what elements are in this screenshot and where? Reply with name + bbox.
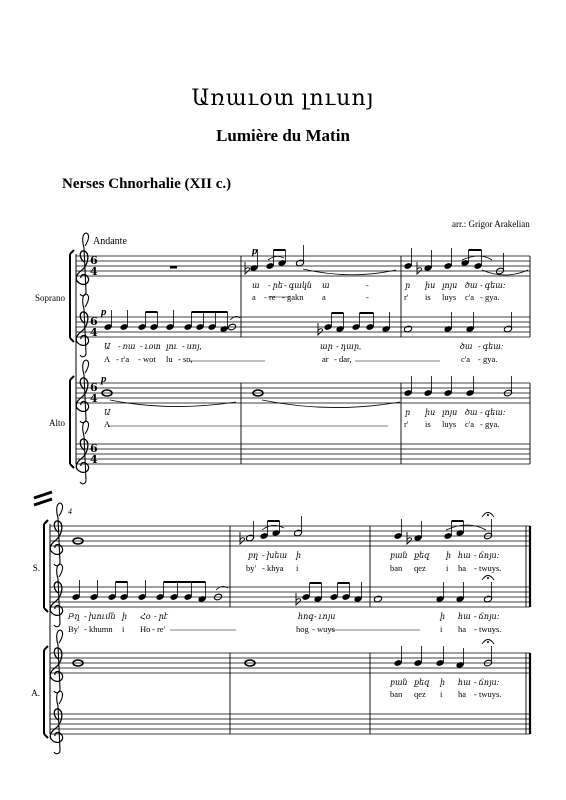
lyric: - so, xyxy=(178,354,193,364)
lyric: - re' xyxy=(152,624,166,634)
lyric: - gakn xyxy=(282,292,304,302)
lyric-arm: ա xyxy=(322,281,330,290)
lyric: - wot xyxy=(138,354,156,364)
lyric: - khya xyxy=(262,563,284,573)
lyric-arm: քեզ xyxy=(414,551,430,560)
lyric-arm: - սոյ, xyxy=(182,342,202,351)
lyric: qez xyxy=(414,563,426,573)
treble-clef xyxy=(76,294,88,357)
treble-clef xyxy=(76,233,88,296)
lyric-arm: ա xyxy=(252,281,260,290)
lyric: i xyxy=(122,624,125,634)
lyric: i xyxy=(296,563,299,573)
lyric: - wuys xyxy=(312,624,335,634)
lyric-arm: իս xyxy=(425,281,436,290)
lyric-arm: Ա xyxy=(104,408,111,417)
lyric-arm: ի xyxy=(446,551,452,560)
svg-text:4: 4 xyxy=(90,326,98,339)
svg-text:6: 6 xyxy=(90,254,98,267)
svg-text:4: 4 xyxy=(90,265,98,278)
lyric: a xyxy=(322,292,326,302)
treble-clef xyxy=(76,421,88,484)
armenian-title: Առաւօտ լուսոյ xyxy=(191,85,375,110)
composer-credit: Nerses Chnorhalie (XII c.) xyxy=(62,176,232,192)
lyric: A xyxy=(104,419,111,429)
staff-5 xyxy=(50,526,530,546)
lyric-arm: - ճոյս: xyxy=(474,612,500,621)
svg-text:4: 4 xyxy=(90,392,98,405)
lyric-arm: բան xyxy=(390,551,408,560)
lyric-arm: - գակն xyxy=(284,281,312,290)
lyric: qez xyxy=(414,689,426,699)
lyric: luys xyxy=(442,419,457,429)
lyric-arm: - ռա xyxy=(118,342,136,351)
svg-text:4: 4 xyxy=(90,453,98,466)
dynamic-piano-staff2: p xyxy=(101,306,107,318)
lyric: a xyxy=(252,292,256,302)
lyric-arm: ի xyxy=(122,612,128,621)
lyric-arm: ար xyxy=(320,342,333,351)
lyric: - gya. xyxy=(480,292,500,302)
lyric-arm: բղ xyxy=(248,551,259,560)
lyric: i xyxy=(440,624,443,634)
lyric-arm: - րէ xyxy=(154,612,168,621)
lyric-arm: ծա xyxy=(465,281,478,290)
time-signature xyxy=(90,254,98,466)
lyric-arm: - խեա xyxy=(262,551,288,560)
lyric: ha xyxy=(458,689,467,699)
lyric: - gya. xyxy=(478,354,498,364)
lyric: Ho xyxy=(140,624,151,634)
lyric-arm: - գեա: xyxy=(480,281,506,290)
bar-number: 4 xyxy=(68,507,72,516)
lyric-arm: իս xyxy=(425,408,436,417)
staff-4 xyxy=(76,444,530,464)
alto-label: Alto xyxy=(48,418,65,428)
lyric-arm: - րե xyxy=(268,281,283,290)
lyric: c'a xyxy=(461,354,471,364)
svg-text:6: 6 xyxy=(90,442,98,455)
lyric-arm: Ա xyxy=(104,342,111,351)
lyric-arm: հա xyxy=(458,612,471,621)
lyric-arm: լոյս xyxy=(442,281,458,290)
lyric-arm: ծա xyxy=(460,342,473,351)
lyric: luys xyxy=(442,292,457,302)
tempo-marking: Andante xyxy=(93,236,127,247)
lyric-arm: Հօ xyxy=(140,612,151,621)
lyric-arm: ր xyxy=(405,281,411,290)
soprano-short-label: S. xyxy=(32,563,40,573)
lyric: hog xyxy=(296,624,309,634)
staff-2-notes xyxy=(104,310,513,335)
lyric-arm: ր xyxy=(405,408,411,417)
lyric-arm: քեզ xyxy=(414,678,430,687)
lyric: lu xyxy=(166,354,173,364)
lyric: c'a xyxy=(465,292,475,302)
lyric: - dar, xyxy=(334,354,352,364)
lyric: i xyxy=(446,563,449,573)
lyric-arm: լոյս xyxy=(442,408,458,417)
lyric: is xyxy=(425,419,431,429)
lyric-arm: - xyxy=(366,281,369,290)
lyric: - re xyxy=(264,292,276,302)
lyric: ar xyxy=(322,354,329,364)
lyric: - r'a xyxy=(116,354,130,364)
lyric-arm: - դար, xyxy=(336,342,361,351)
lyric-arm: լու xyxy=(166,342,178,351)
lyric: by' xyxy=(246,563,257,573)
arranger-credit: arr.: Grigor Arakelian xyxy=(452,219,530,229)
lyric: r' xyxy=(404,292,409,302)
lyric: - khumn xyxy=(84,624,113,634)
soprano-label: Soprano xyxy=(35,293,65,303)
lyric: is xyxy=(425,292,431,302)
lyric: - gya. xyxy=(480,419,500,429)
system-separator xyxy=(34,492,52,505)
lyric: c'a xyxy=(465,419,475,429)
lyric: - twuys. xyxy=(474,689,502,699)
lyric-arm: - ւօտ xyxy=(140,342,161,351)
lyric-arm: ծա xyxy=(465,408,478,417)
dynamic-piano-soprano: p xyxy=(252,245,258,257)
lyric: A xyxy=(104,354,111,364)
svg-text:6: 6 xyxy=(90,381,98,394)
lyric: - twuys. xyxy=(474,624,502,634)
lyric-arm: ի xyxy=(440,612,446,621)
lyric: By' xyxy=(68,624,80,634)
lyric: ban xyxy=(390,563,403,573)
staff-1 xyxy=(76,256,530,276)
lyric: ban xyxy=(390,689,403,699)
dynamic-piano-alto: p xyxy=(101,373,107,385)
treble-clef xyxy=(76,360,88,423)
lyric-arm: հա xyxy=(458,551,471,560)
lyric-arm: հա xyxy=(458,678,471,687)
staff-3 xyxy=(76,383,530,403)
french-title: Lumière du Matin xyxy=(216,126,350,145)
lyric: ha xyxy=(458,563,467,573)
lyric-arm: Բղ xyxy=(68,612,80,621)
staff-7 xyxy=(50,653,530,673)
lyric-arm: - ճոյս: xyxy=(474,551,500,560)
lyric-arm: - ւոյս xyxy=(314,612,336,621)
svg-text:6: 6 xyxy=(90,315,98,328)
lyric-arm: - ճոյս: xyxy=(474,678,500,687)
alto-short-label: A. xyxy=(31,688,40,698)
lyric: ha xyxy=(458,624,467,634)
lyric-arm: ի xyxy=(296,551,302,560)
lyric-arm: ի xyxy=(440,678,446,687)
lyric-arm: հոգ xyxy=(298,612,314,621)
lyric: - twuys. xyxy=(474,563,502,573)
lyric-arm: - գեա: xyxy=(480,408,506,417)
lyric-arm: - խումն xyxy=(84,612,116,621)
staff-8 xyxy=(50,714,530,734)
lyric: i xyxy=(440,689,443,699)
lyric-arm: - գեա: xyxy=(478,342,504,351)
whole-rest xyxy=(170,266,177,269)
lyric-arm: բան xyxy=(390,678,408,687)
lyric: - xyxy=(366,292,369,302)
lyric: r' xyxy=(404,419,409,429)
